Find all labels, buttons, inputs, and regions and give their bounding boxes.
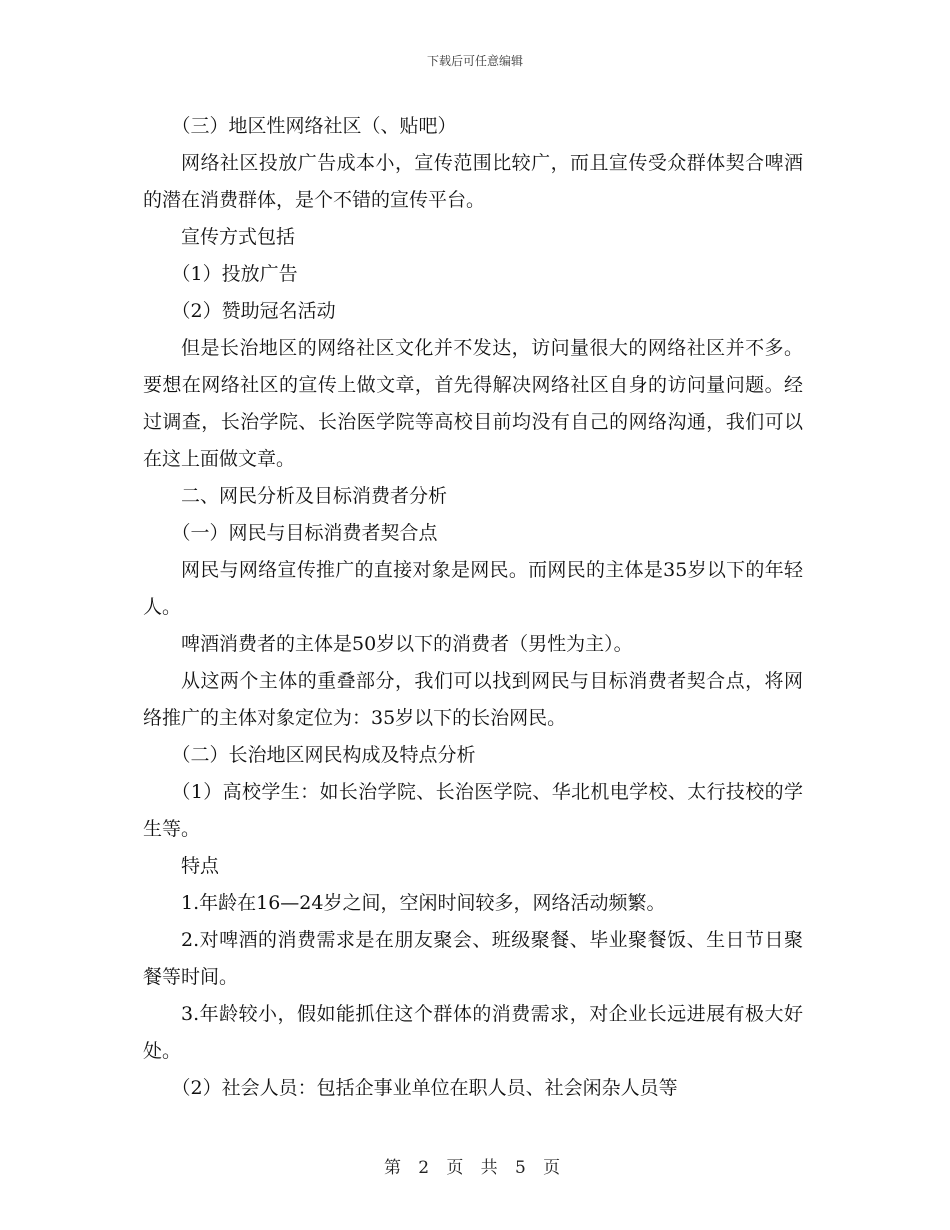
paragraph-12: （二）长治地区网民构成及特点分析: [171, 744, 476, 766]
paragraph-6: 但是长治地区的网络社区文化并不发达，访问量很大的网络社区并不多。要想在网络社区的宣传上做文章，首先得解决网络社区自身的访问量问题。经过调查，长治学院、长治医学院等高校目前均没有自己的网络沟通，我们可以在这上面做文章。: [143, 337, 803, 470]
paragraph-14: 特点: [181, 855, 220, 877]
paragraph-3: 宣传方式包括: [181, 226, 296, 248]
paragraph-17: 3.年龄较小，假如能抓住这个群体的消费需求，对企业长远进展有极大好处。: [143, 1003, 803, 1062]
paragraph-1: （三）地区性网络社区（、贴吧）: [171, 115, 457, 137]
paragraph-7: 二、网民分析及目标消费者分析: [181, 485, 448, 507]
page-number-footer: 第 2 页 共 5 页: [383, 1158, 567, 1178]
document-body: [143, 108, 803, 1107]
paragraph-8: （一）网民与目标消费者契合点: [171, 522, 438, 544]
paragraph-16: 2.对啤酒的消费需求是在朋友聚会、班级聚餐、毕业聚餐饭、生日节日聚餐等时间。: [143, 929, 803, 988]
paragraph-9: 网民与网络宣传推广的直接对象是网民。而网民的主体是35岁以下的年轻人。: [143, 559, 803, 618]
paragraph-11: 从这两个主体的重叠部分，我们可以找到网民与目标消费者契合点，将网络推广的主体对象定位为：35岁以下的长治网民。: [143, 670, 803, 729]
paragraph-15: 1.年龄在16—24岁之间，空闲时间较多，网络活动频繁。: [181, 892, 666, 914]
paragraph-4: （1）投放广告: [171, 263, 298, 285]
paragraph-13: （1）高校学生：如长治学院、长治医学院、华北机电学校、太行技校的学生等。: [143, 781, 803, 840]
paragraph-18: （2）社会人员：包括企事业单位在职人员、社会闲杂人员等: [171, 1077, 678, 1099]
paragraph-5: （2）赞助冠名活动: [171, 300, 336, 322]
page-header-note: 下载后可任意编辑: [426, 54, 523, 68]
paragraph-2: 网络社区投放广告成本小，宣传范围比较广，而且宣传受众群体契合啤酒的潜在消费群体，是个不错的宣传平台。: [143, 152, 803, 211]
paragraph-10: 啤酒消费者的主体是50岁以下的消费者（男性为主）。: [181, 633, 633, 655]
